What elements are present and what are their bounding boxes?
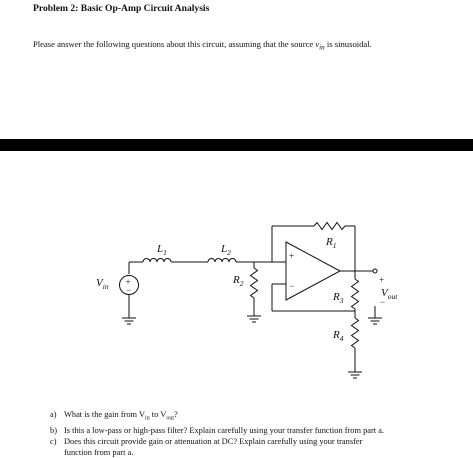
question-b: b) Is this a low-pass or high-pass filter? Explain carefully using your transfer function from part a.	[50, 425, 385, 435]
question-list	[50, 409, 384, 458]
problem-title: Problem 2: Basic Op-Amp Circuit Analysis	[33, 3, 210, 14]
label-R4: $R_4$	[333, 329, 344, 343]
intro-suffix: is sinusoidal.	[324, 39, 372, 49]
question-c: c) Does this circuit provide gain or attenuation at DC? Explain carefully using your transfer function from part a.	[50, 436, 363, 457]
ground-source	[122, 318, 136, 324]
resistor-R3	[352, 279, 359, 309]
label-R3: $R_3$	[333, 291, 344, 305]
source-minus-sign: −	[126, 285, 132, 295]
inductor-L1	[143, 259, 171, 263]
question-marker: a)	[50, 410, 57, 419]
opamp-plus-sign: +	[289, 251, 295, 261]
op-amp	[286, 242, 340, 300]
output-plus-sign: +	[379, 275, 385, 285]
resistor-R1	[314, 223, 345, 230]
question-marker: b)	[50, 425, 57, 435]
source-plus-sign: +	[125, 277, 131, 287]
intro-var-sub: in	[319, 43, 325, 52]
resistor-R4	[352, 318, 359, 348]
label-R1: $R_1$	[326, 236, 337, 250]
label-L2: $L_2$	[221, 243, 231, 257]
intro-var: v	[315, 39, 320, 49]
question-a: a) What is the gain from $V_{in}$ to $V_{out}$?	[50, 410, 178, 422]
resistor-R2	[251, 268, 258, 298]
ground-R2	[247, 316, 261, 322]
ground-R4	[348, 372, 362, 378]
ground-output	[368, 318, 382, 324]
opamp-minus-sign: −	[289, 281, 295, 291]
label-Vout: $V_{out}$	[381, 287, 398, 301]
label-Vin: $V_{in}$	[96, 277, 109, 291]
output-minus-sign: −	[380, 297, 386, 307]
label-R2: $R_2$	[233, 274, 244, 288]
intro-prefix: Please answer the following questions about this circuit, assuming that the source	[33, 39, 316, 49]
inductor-L2	[208, 259, 236, 263]
label-L1: $L_1$	[157, 243, 167, 257]
question-marker: c)	[50, 436, 57, 446]
output-terminal	[373, 269, 377, 273]
